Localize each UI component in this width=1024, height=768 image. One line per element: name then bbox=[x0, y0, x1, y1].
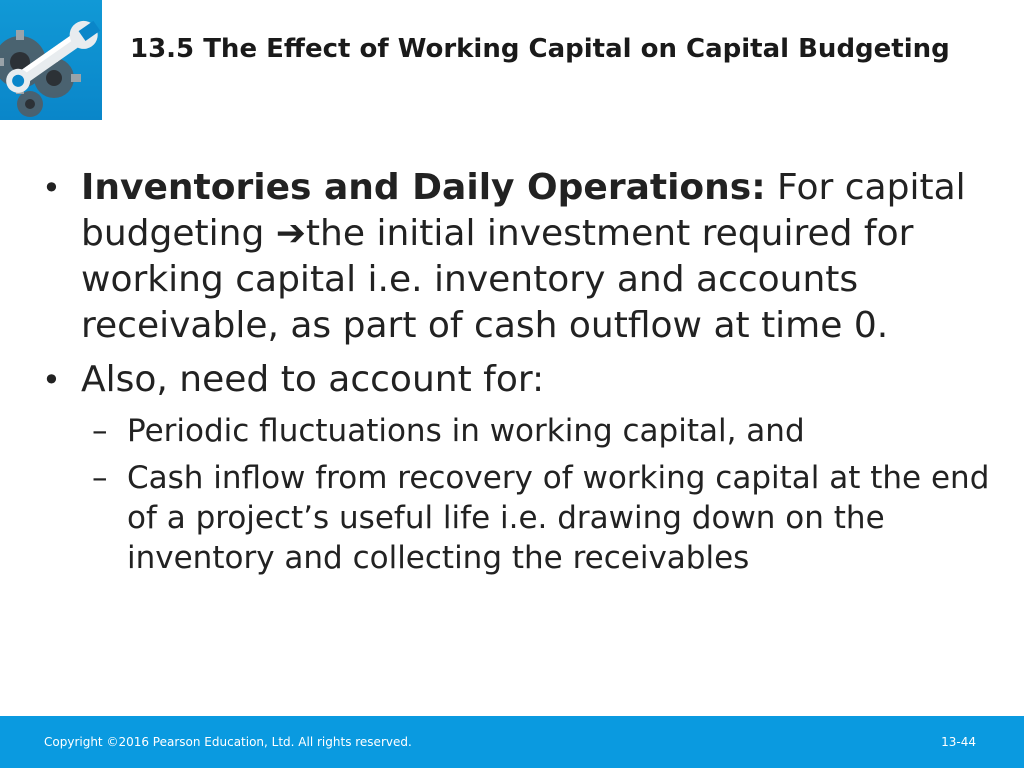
slide-body bbox=[42, 165, 992, 585]
dash-icon: – bbox=[92, 460, 108, 496]
footer-bar bbox=[0, 716, 1024, 768]
sub-bullet-item bbox=[42, 458, 992, 578]
right-arrow-icon: ➔ bbox=[275, 213, 306, 254]
bullet-also-text: Also, need to account for: bbox=[81, 359, 545, 400]
sub-bullet-text: Periodic fluctuations in working capital, and bbox=[127, 413, 805, 449]
copyright-text: Copyright ©2016 Pearson Education, Ltd. All rights reserved. bbox=[44, 735, 412, 749]
wrench-gear-icon bbox=[0, 0, 102, 120]
bullet-also bbox=[42, 357, 992, 403]
sub-bullet-text: Cash inflow from recovery of working capital at the end of a project’s useful life i.e. drawing down on the inventory and collecting the receivables bbox=[127, 460, 990, 576]
page-number: 13-44 bbox=[941, 735, 976, 749]
bullet-dot-icon: • bbox=[42, 169, 61, 207]
bullet-bold-lead: Inventories and Daily Operations: bbox=[81, 167, 766, 208]
bullet-dot-icon: • bbox=[42, 361, 61, 399]
bullet-text-before-arrow: For capital budgeting bbox=[81, 167, 966, 254]
sub-bullet-list bbox=[42, 411, 992, 578]
sub-bullet-item bbox=[42, 411, 992, 451]
bullet-inventories bbox=[42, 165, 992, 349]
slide-title: 13.5 The Effect of Working Capital on Capital Budgeting bbox=[130, 34, 950, 64]
dash-icon: – bbox=[92, 413, 108, 449]
bullet-text-after-arrow: the initial investment required for working capital i.e. inventory and accounts receivable, as part of cash outflow at time 0. bbox=[81, 213, 914, 346]
